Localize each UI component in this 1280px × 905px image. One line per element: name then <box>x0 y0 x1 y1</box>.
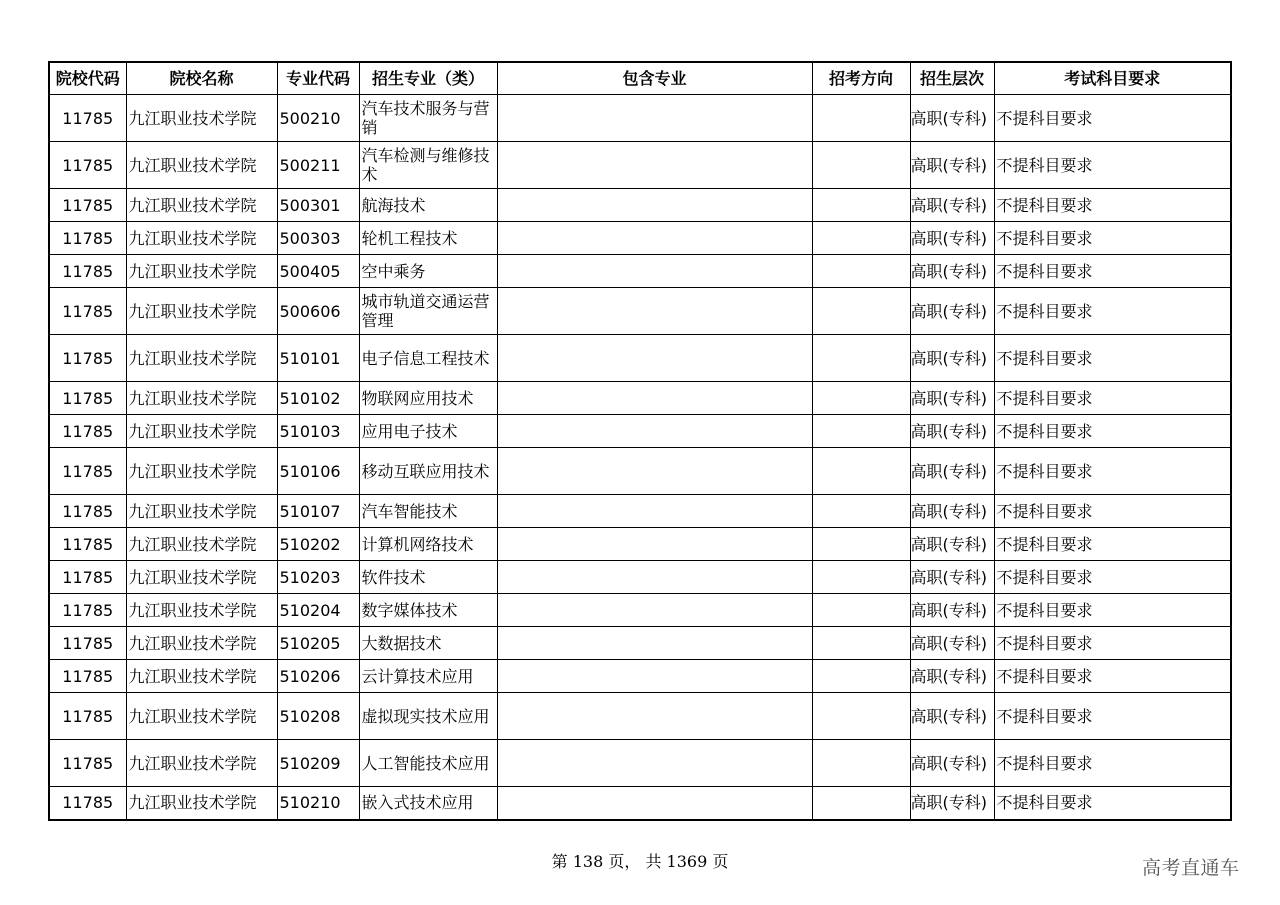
table-row <box>49 495 1231 528</box>
level-cell: 高职(专科) <box>910 448 994 495</box>
level-cell: 高职(专科) <box>910 415 994 448</box>
school-code-cell: 11785 <box>49 415 126 448</box>
school-code-cell: 11785 <box>49 255 126 288</box>
major-cell: 嵌入式技术应用 <box>359 787 497 820</box>
table-row <box>49 448 1231 495</box>
included-majors-cell <box>497 660 812 693</box>
direction-cell <box>812 660 910 693</box>
header-school-code: 院校代码 <box>49 62 126 95</box>
header-direction: 招考方向 <box>812 62 910 95</box>
school-name-cell: 九江职业技术学院 <box>126 222 277 255</box>
included-majors-cell <box>497 95 812 142</box>
school-code-cell: 11785 <box>49 189 126 222</box>
watermark: 高考直通车 <box>1142 857 1240 879</box>
header-major: 招生专业（类） <box>359 62 497 95</box>
direction-cell <box>812 495 910 528</box>
requirement-cell: 不提科目要求 <box>994 594 1231 627</box>
major-cell: 人工智能技术应用 <box>359 740 497 787</box>
table-row <box>49 787 1231 820</box>
school-code-cell: 11785 <box>49 95 126 142</box>
major-code-cell: 500301 <box>277 189 359 222</box>
school-code-cell: 11785 <box>49 495 126 528</box>
school-name-cell: 九江职业技术学院 <box>126 189 277 222</box>
level-cell: 高职(专科) <box>910 561 994 594</box>
header-requirement: 考试科目要求 <box>994 62 1231 95</box>
included-majors-cell <box>497 495 812 528</box>
major-code-cell: 500210 <box>277 95 359 142</box>
major-code-cell: 510107 <box>277 495 359 528</box>
requirement-cell: 不提科目要求 <box>994 693 1231 740</box>
school-name-cell: 九江职业技术学院 <box>126 142 277 189</box>
included-majors-cell <box>497 382 812 415</box>
direction-cell <box>812 95 910 142</box>
level-cell: 高职(专科) <box>910 660 994 693</box>
school-name-cell: 九江职业技术学院 <box>126 594 277 627</box>
included-majors-cell <box>497 693 812 740</box>
major-code-cell: 510202 <box>277 528 359 561</box>
major-code-cell: 510102 <box>277 382 359 415</box>
direction-cell <box>812 142 910 189</box>
school-name-cell: 九江职业技术学院 <box>126 693 277 740</box>
major-code-cell: 500211 <box>277 142 359 189</box>
major-cell: 航海技术 <box>359 189 497 222</box>
included-majors-cell <box>497 448 812 495</box>
admissions-table <box>48 61 1232 821</box>
requirement-cell: 不提科目要求 <box>994 335 1231 382</box>
direction-cell <box>812 288 910 335</box>
major-cell: 应用电子技术 <box>359 415 497 448</box>
level-cell: 高职(专科) <box>910 142 994 189</box>
school-code-cell: 11785 <box>49 740 126 787</box>
school-code-cell: 11785 <box>49 561 126 594</box>
major-cell: 计算机网络技术 <box>359 528 497 561</box>
direction-cell <box>812 627 910 660</box>
direction-cell <box>812 528 910 561</box>
level-cell: 高职(专科) <box>910 222 994 255</box>
included-majors-cell <box>497 288 812 335</box>
direction-cell <box>812 740 910 787</box>
table-row <box>49 693 1231 740</box>
school-name-cell: 九江职业技术学院 <box>126 627 277 660</box>
school-name-cell: 九江职业技术学院 <box>126 255 277 288</box>
direction-cell <box>812 448 910 495</box>
level-cell: 高职(专科) <box>910 528 994 561</box>
requirement-cell: 不提科目要求 <box>994 528 1231 561</box>
major-code-cell: 510205 <box>277 627 359 660</box>
table-row <box>49 415 1231 448</box>
direction-cell <box>812 189 910 222</box>
school-code-cell: 11785 <box>49 222 126 255</box>
major-code-cell: 500405 <box>277 255 359 288</box>
table-row <box>49 255 1231 288</box>
major-cell: 空中乘务 <box>359 255 497 288</box>
requirement-cell: 不提科目要求 <box>994 787 1231 820</box>
major-cell: 轮机工程技术 <box>359 222 497 255</box>
table-row <box>49 561 1231 594</box>
level-cell: 高职(专科) <box>910 335 994 382</box>
requirement-cell: 不提科目要求 <box>994 660 1231 693</box>
requirement-cell: 不提科目要求 <box>994 448 1231 495</box>
table-body <box>49 95 1231 820</box>
major-code-cell: 510209 <box>277 740 359 787</box>
school-code-cell: 11785 <box>49 693 126 740</box>
table-row <box>49 335 1231 382</box>
included-majors-cell <box>497 740 812 787</box>
level-cell: 高职(专科) <box>910 787 994 820</box>
table-row <box>49 222 1231 255</box>
table-row <box>49 142 1231 189</box>
school-name-cell: 九江职业技术学院 <box>126 660 277 693</box>
level-cell: 高职(专科) <box>910 255 994 288</box>
table-row <box>49 189 1231 222</box>
included-majors-cell <box>497 255 812 288</box>
header-included-majors: 包含专业 <box>497 62 812 95</box>
requirement-cell: 不提科目要求 <box>994 627 1231 660</box>
table-row <box>49 740 1231 787</box>
requirement-cell: 不提科目要求 <box>994 495 1231 528</box>
major-cell: 电子信息工程技术 <box>359 335 497 382</box>
major-cell: 汽车智能技术 <box>359 495 497 528</box>
school-code-cell: 11785 <box>49 142 126 189</box>
major-code-cell: 510203 <box>277 561 359 594</box>
school-code-cell: 11785 <box>49 627 126 660</box>
direction-cell <box>812 415 910 448</box>
school-code-cell: 11785 <box>49 528 126 561</box>
included-majors-cell <box>497 415 812 448</box>
requirement-cell: 不提科目要求 <box>994 222 1231 255</box>
level-cell: 高职(专科) <box>910 495 994 528</box>
school-name-cell: 九江职业技术学院 <box>126 415 277 448</box>
level-cell: 高职(专科) <box>910 693 994 740</box>
header-row <box>49 62 1231 95</box>
school-code-cell: 11785 <box>49 660 126 693</box>
level-cell: 高职(专科) <box>910 627 994 660</box>
school-name-cell: 九江职业技术学院 <box>126 561 277 594</box>
table-row <box>49 627 1231 660</box>
school-code-cell: 11785 <box>49 448 126 495</box>
included-majors-cell <box>497 222 812 255</box>
school-name-cell: 九江职业技术学院 <box>126 740 277 787</box>
direction-cell <box>812 594 910 627</box>
major-code-cell: 510106 <box>277 448 359 495</box>
major-cell: 汽车检测与维修技术 <box>359 142 497 189</box>
major-code-cell: 510103 <box>277 415 359 448</box>
direction-cell <box>812 222 910 255</box>
major-cell: 数字媒体技术 <box>359 594 497 627</box>
requirement-cell: 不提科目要求 <box>994 415 1231 448</box>
level-cell: 高职(专科) <box>910 288 994 335</box>
included-majors-cell <box>497 142 812 189</box>
included-majors-cell <box>497 335 812 382</box>
table-row <box>49 660 1231 693</box>
table-row <box>49 594 1231 627</box>
school-name-cell: 九江职业技术学院 <box>126 495 277 528</box>
major-cell: 大数据技术 <box>359 627 497 660</box>
header-school-name: 院校名称 <box>126 62 277 95</box>
major-cell: 物联网应用技术 <box>359 382 497 415</box>
major-cell: 软件技术 <box>359 561 497 594</box>
direction-cell <box>812 561 910 594</box>
level-cell: 高职(专科) <box>910 189 994 222</box>
included-majors-cell <box>497 594 812 627</box>
major-cell: 虚拟现实技术应用 <box>359 693 497 740</box>
school-name-cell: 九江职业技术学院 <box>126 528 277 561</box>
requirement-cell: 不提科目要求 <box>994 255 1231 288</box>
requirement-cell: 不提科目要求 <box>994 142 1231 189</box>
school-code-cell: 11785 <box>49 382 126 415</box>
requirement-cell: 不提科目要求 <box>994 382 1231 415</box>
major-cell: 汽车技术服务与营销 <box>359 95 497 142</box>
table-row <box>49 528 1231 561</box>
header-major-code: 专业代码 <box>277 62 359 95</box>
school-name-cell: 九江职业技术学院 <box>126 95 277 142</box>
direction-cell <box>812 335 910 382</box>
included-majors-cell <box>497 189 812 222</box>
school-name-cell: 九江职业技术学院 <box>126 382 277 415</box>
major-code-cell: 500606 <box>277 288 359 335</box>
table-row <box>49 95 1231 142</box>
level-cell: 高职(专科) <box>910 382 994 415</box>
major-cell: 移动互联应用技术 <box>359 448 497 495</box>
requirement-cell: 不提科目要求 <box>994 561 1231 594</box>
direction-cell <box>812 255 910 288</box>
page-number: 第 138 页， 共 1369 页 <box>551 852 729 871</box>
school-code-cell: 11785 <box>49 288 126 335</box>
direction-cell <box>812 693 910 740</box>
school-name-cell: 九江职业技术学院 <box>126 335 277 382</box>
school-name-cell: 九江职业技术学院 <box>126 288 277 335</box>
included-majors-cell <box>497 627 812 660</box>
direction-cell <box>812 382 910 415</box>
requirement-cell: 不提科目要求 <box>994 95 1231 142</box>
included-majors-cell <box>497 561 812 594</box>
level-cell: 高职(专科) <box>910 95 994 142</box>
major-cell: 城市轨道交通运营管理 <box>359 288 497 335</box>
table-row <box>49 382 1231 415</box>
major-code-cell: 510210 <box>277 787 359 820</box>
requirement-cell: 不提科目要求 <box>994 189 1231 222</box>
table-row <box>49 288 1231 335</box>
school-code-cell: 11785 <box>49 335 126 382</box>
major-code-cell: 500303 <box>277 222 359 255</box>
included-majors-cell <box>497 787 812 820</box>
school-code-cell: 11785 <box>49 787 126 820</box>
requirement-cell: 不提科目要求 <box>994 288 1231 335</box>
school-name-cell: 九江职业技术学院 <box>126 787 277 820</box>
major-code-cell: 510101 <box>277 335 359 382</box>
major-code-cell: 510208 <box>277 693 359 740</box>
level-cell: 高职(专科) <box>910 740 994 787</box>
major-code-cell: 510204 <box>277 594 359 627</box>
level-cell: 高职(专科) <box>910 594 994 627</box>
school-name-cell: 九江职业技术学院 <box>126 448 277 495</box>
school-code-cell: 11785 <box>49 594 126 627</box>
header-level: 招生层次 <box>910 62 994 95</box>
direction-cell <box>812 787 910 820</box>
included-majors-cell <box>497 528 812 561</box>
requirement-cell: 不提科目要求 <box>994 740 1231 787</box>
major-cell: 云计算技术应用 <box>359 660 497 693</box>
major-code-cell: 510206 <box>277 660 359 693</box>
